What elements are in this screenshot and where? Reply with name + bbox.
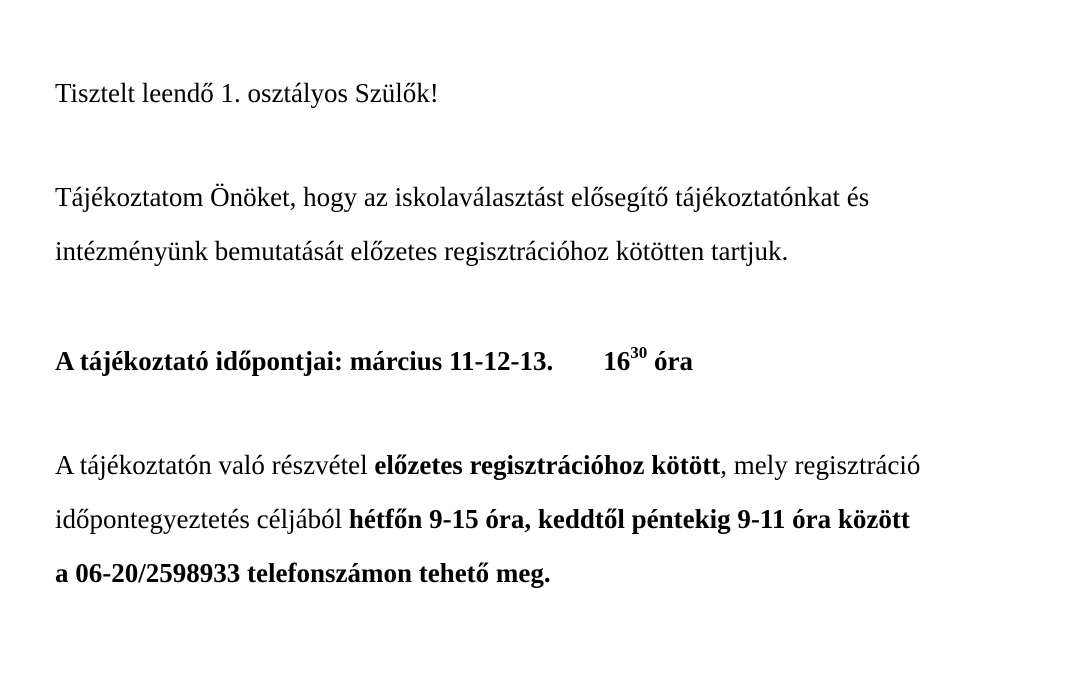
paragraph3-line-3: a 06-20/2598933 telefonszámon tehető meg. bbox=[55, 558, 551, 588]
p3-l2-bold: hétfőn 9-15 óra, keddtől péntekig 9-11 óra között bbox=[348, 504, 910, 534]
intro-line-2: intézményünk bemutatását előzetes regisztrációhoz kötötten tartjuk. bbox=[55, 236, 789, 266]
p3-l2-text: időpontegyeztetés céljából bbox=[55, 504, 349, 534]
p3-l1-bold: előzetes regisztrációhoz kötött bbox=[374, 450, 721, 480]
p3-l1-tail: , mely regisztráció bbox=[720, 450, 921, 480]
dates-label: A tájékoztató időpontjai: március 11-12-13. bbox=[55, 346, 554, 376]
time-unit: óra bbox=[653, 346, 693, 376]
paragraph3-line-1 bbox=[55, 452, 920, 479]
time-minute: 30 bbox=[630, 343, 648, 362]
dates-line bbox=[55, 344, 693, 375]
intro-line-1: Tájékoztatom Önöket, hogy az iskolaválasztást elősegítő tájékoztatónkat és bbox=[55, 182, 870, 212]
greeting: Tisztelt leendő 1. osztályos Szülők! bbox=[55, 78, 439, 108]
p3-l1-text: A tájékoztatón való részvétel bbox=[55, 450, 375, 480]
time-hour: 16 bbox=[603, 346, 631, 376]
paragraph3-line-2 bbox=[55, 506, 910, 533]
